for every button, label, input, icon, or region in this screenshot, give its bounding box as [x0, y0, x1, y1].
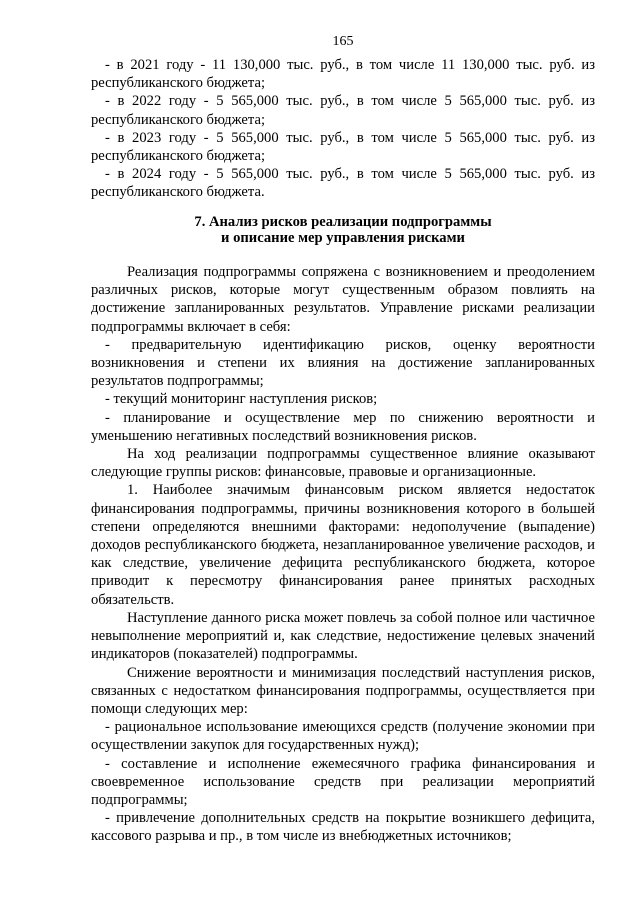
funding-list — [91, 56, 595, 202]
section-body — [91, 263, 595, 846]
page-number: 165 — [332, 34, 354, 49]
list-item-schedule: - составление и исполнение ежемесячного графика финансирования и своевременное использование средств при реализации мероприятий подпрограммы; — [91, 755, 595, 808]
paragraph-risk-consequences: Наступление данного риска может повлечь за собой полное или частичное невыполнение мероприятий и, как следствие, недостижение целевых значений индикаторов (показателей) подпрограммы. — [91, 609, 595, 663]
list-item-rational-use: - рациональное использование имеющихся средств (получение экономии при осуществлении закупок для государственных нужд); — [91, 719, 595, 754]
section-heading — [91, 214, 595, 246]
section-title-line1: 7. Анализ рисков реализации подпрограммы — [194, 213, 492, 230]
funding-item-2021: - в 2021 году - 11 130,000 тыс. руб., в том числе 11 130,000 тыс. руб. из республиканского бюджета; — [91, 57, 595, 92]
funding-item-2024: - в 2024 году - 5 565,000 тыс. руб., в том числе 5 565,000 тыс. руб. из республиканского бюджета. — [91, 166, 595, 201]
funding-item-2022: - в 2022 году - 5 565,000 тыс. руб., в том числе 5 565,000 тыс. руб. из республиканского бюджета; — [91, 93, 595, 128]
list-item-identification: - предварительную идентификацию рисков, оценку вероятности возникновения и степени их влияния на достижение запланированных результатов подпрограммы; — [91, 336, 595, 390]
document-page — [91, 34, 595, 846]
paragraph-risk-groups: На ход реализации подпрограммы существенное влияние оказывают следующие группы рисков: финансовые, правовые и организационные. — [91, 446, 595, 481]
paragraph-intro: Реализация подпрограммы сопряжена с возникновением и преодолением различных рисков, которые могут существенным образом повлиять на достижение запланированных результатов. Управление рисками реализации подпрограммы включает в себя: — [91, 264, 595, 335]
paragraph-financial-risk: 1. Наиболее значимым финансовым риском является недостаток финансирования подпрограммы, причины возникновения которого в большей степени определяются внешними факторами: недополучение (выпадение) доходов республиканского бюджета, незапланированное увеличение расходов, и как следствие, увеличение дефицита республиканского бюджета, которое приводит к пересмотру финансирования ранее принятых расходных обязательств. — [91, 482, 595, 608]
list-item-monitoring: - текущий мониторинг наступления рисков; — [105, 391, 378, 408]
list-item-additional-funds: - привлечение дополнительных средств на покрытие возникшего дефицита, кассового разрыва и пр., в том числе из внебюджетных источников; — [91, 810, 595, 845]
section-title-line2: и описание мер управления рисками — [221, 229, 465, 246]
funding-item-2023: - в 2023 году - 5 565,000 тыс. руб., в том числе 5 565,000 тыс. руб. из республиканского бюджета; — [91, 129, 595, 165]
list-item-planning: - планирование и осуществление мер по снижению вероятности и уменьшению негативных последствий возникновения рисков. — [91, 409, 595, 444]
paragraph-mitigation: Снижение вероятности и минимизация последствий наступления рисков, связанных с недостатком финансирования подпрограммы, осуществляется при помощи следующих мер: — [91, 664, 595, 717]
